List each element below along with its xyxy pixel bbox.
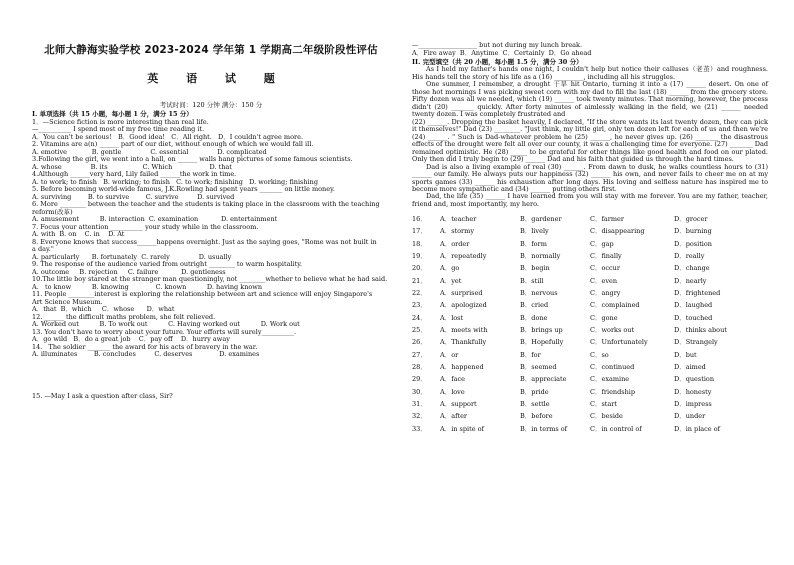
section1-line: 2. Vitamins are a(n) ______ part of our diet, without enough of which we would fall ill. [32,140,314,149]
section1-heading: I. 单项选择（共 15 小题，每小题 1 分，满分 15 分） [32,110,193,119]
option-row [412,362,754,374]
section1-line: A. to work; to finish B. working; to finish C. to work; finishing D. working; finishing [32,177,318,186]
option-row [412,386,754,398]
option-d: D．nearly [674,276,707,285]
passage-paragraph: As I held my father's hands one night, I couldn't help but notice their calluses（老茧）and roughness. His hands tell the story of his life as a (16) _________, including all his struggles. [412,65,768,81]
question-number: 26． [412,338,427,347]
option-d: D．grocer [674,214,708,223]
option-c: C．occur [590,264,620,273]
option-d: D．position [674,239,712,248]
question-number: 18． [412,239,427,248]
question-number: 30． [412,387,427,396]
section1-line: 5. Before becoming world-wide famous, J.K.Rowling had spent years _______ on little money. [32,185,335,194]
passage-paragraph: Dad, the life (35) ______ I have learned from you will stay with me forever. You are my father, teacher, friend and, most importantly, my hero. [412,192,768,208]
option-row [412,337,754,349]
option-b: B．Hopefully [520,338,564,347]
option-d: D．impress [674,399,712,408]
option-d: D．frightened [674,288,721,297]
section1-line: A. to know B. knowing C. known D. having known [32,282,263,291]
cloze-options-table [412,213,754,435]
option-a: A．or [440,350,459,359]
option-b: B．cried [520,301,549,310]
passage-paragraph: One summer, I remember, a drought 干旱 hit Ontario, turning it into a (17) ______ desert. On one of those hot mornings I was picking sweet corn with my dad to fill the last (18) ______ from the grocery store. Fifty dozen was all we needed, which (19) ______ took twenty minutes. That morning, however, the process didn't (20) _______ quickly. After forty minutes of aimlessly walking in the field, we (21) ______ needed twenty dozen. I was completely frustrated and [412,80,768,119]
option-a: A．yet [440,276,462,285]
question-number: 21． [412,276,427,285]
question-number: 20． [412,264,427,273]
option-row [412,263,754,275]
option-b: B．seemed [520,362,557,371]
section1-line: A. outcome B. rejection C. failure D. gentleness [32,267,226,276]
option-a: A．face [440,375,465,384]
section1-line: A. with B. on C. in D. At [32,230,125,239]
option-d: D．in place of [674,424,721,433]
option-row [412,423,754,435]
subject-title: 英 语 试 题 [147,72,287,86]
section1-line: reform(改革) [32,207,73,216]
option-row [412,374,754,386]
section1-line: 6. More ________ between the teacher and the students is taking place in the classroom with the teaching [32,200,380,209]
option-row [412,349,754,361]
option-b: B．for [520,350,541,359]
option-a: A．teacher [440,214,477,223]
option-a: A．order [440,239,470,248]
exam-title: 北师大静海实验学校 2023-2024 学年第 1 学期高二年级阶段性评估 [44,44,378,56]
option-c: C．finally [590,251,622,260]
option-b: B．brings up [520,325,563,334]
section1-line: —__________ I spend most of my free time reading it. [32,125,205,134]
q15-reply-line: —__________________ but not during my lunch break. [412,41,583,49]
option-row [412,250,754,262]
option-row [412,312,754,324]
section1-line: A. surviving B. to survive C. survive D. survived [32,192,235,201]
option-c: C．angry [590,288,621,297]
question-number: 23． [412,301,427,310]
option-row [412,213,754,225]
section1-line: Art Science Museum. [32,297,103,306]
option-b: B．in terms of [520,424,568,433]
option-c: C．farmer [590,214,624,223]
option-a: A．lost [440,313,464,322]
section2-passage [412,66,768,208]
section1-line: 10.The little boy stared at the stranger man questioningly, not ________whether to believe what he had said. [32,275,388,284]
section1-line: A．go wild B．do a great job C．pay off D．hurry away [32,335,230,344]
option-d: D．laughed [674,301,713,310]
question-number: 25． [412,325,427,334]
option-a: A．repeatedly [440,251,487,260]
section1-line: 14. The soldier _______ the award for his acts of bravery in the war. [32,342,258,351]
option-row [412,399,754,411]
passage-paragraph: Dad is also a living example of real (30) ______. From dawn to dusk, he walks countless hours to (31) ______ our family. He always puts our happiness (32) ______ his own, and never fails to cheer me on at my sports games (33) ______ his exhaustion after long days. His loving and selfless nature has inspired me to become more sympathetic and (34) ______ putting others first. [412,162,768,193]
option-b: B．normally [520,251,561,260]
question-number: 33． [412,424,427,433]
option-c: C．even [590,276,618,285]
option-row [412,287,754,299]
option-row [412,324,754,336]
option-row [412,275,754,287]
option-c: C．disappearing [590,227,645,236]
section1-line: A. whose B. its C. Which D. that [32,162,232,171]
option-c: C．friendship [590,387,636,396]
question-number: 31． [412,399,427,408]
option-row [412,300,754,312]
section2-heading: II. 完型填空（共 20 小题，每小题 1.5 分，满分 30 分） [412,58,583,66]
section1-line: 11. People ________interest is exploring the relationship between art and science will enjoy Singapore's [32,290,373,299]
section1-line: 12. ______ the difficult maths problem, she felt relieved. [32,312,216,321]
option-a: A．surprised [440,288,483,297]
option-a: A．support [440,399,477,408]
option-d: D．really [674,251,705,260]
option-c: C．so [590,350,609,359]
question-number: 19． [412,251,427,260]
option-b: B．pride [520,387,549,396]
option-d: D．burning [674,227,712,236]
option-c: C．in control of [590,424,642,433]
section1-questions [32,119,390,359]
option-d: D．honesty [674,387,712,396]
option-d: D．question [674,375,715,384]
option-c: C．Unfortunately [590,338,648,347]
option-a: A．meets with [440,325,488,334]
option-row [412,238,754,250]
option-c: C．complained [590,301,640,310]
section1-line: a day." [32,245,54,254]
option-row [412,411,754,423]
exam-info: 考试时间：120 分钟 满分：150 分 [159,100,263,109]
option-b: B．appreciate [520,375,567,384]
section1-line: A．that B．which C．whose D．what [32,305,175,314]
option-d: D．Strangely [674,338,718,347]
option-b: B．done [520,313,548,322]
option-c: C．examine [590,375,630,384]
section1-line: A. emotive B. gentle C. essential D. complicated [32,147,267,156]
section1-line: 13. You don't have to worry about your future. Your efforts will surely__________. [32,327,297,336]
option-c: C．gone [590,313,618,322]
right-column [412,0,768,436]
option-d: D．under [674,412,706,421]
section1-line: 8. Everyone knows that success______happens overnight. Just as the saying goes, "Rome was not built in [32,237,377,246]
option-b: B．before [520,412,553,421]
option-a: A．apologized [440,301,487,310]
left-column [32,0,390,400]
section1-line: A. amusement B. interaction C. examination D. entertainment [32,215,278,224]
question-number: 27． [412,350,427,359]
section1-line: A. particularly B. fortunately C. rarely D. usually [32,252,232,261]
question-number: 16． [412,214,427,223]
option-b: B．lively [520,227,549,236]
option-c: C．continued [590,362,635,371]
question-number: 17． [412,227,427,236]
section1-line: 4.Although ______very hard, Lily failed ______the work in time. [32,170,237,179]
question-number: 22． [412,288,427,297]
option-row [412,226,754,238]
section1-line: A. illuminates B. concludes C. deserves D. examines [32,350,260,359]
option-c: C．beside [590,412,623,421]
option-a: A．happened [440,362,484,371]
option-b: B．settle [520,399,550,408]
question-15: 15. —May I ask a question after class, Sir? [32,391,173,400]
option-d: D．touched [674,313,713,322]
section1-line: 7. Focus your attention __________ your study while in the classroom. [32,222,259,231]
option-d: D．but [674,350,697,359]
question-number: 29． [412,375,427,384]
section1-line: A. Worked out B. To work out C. Having worked out D. Work out [32,320,300,329]
option-a: A．in spite of [440,424,484,433]
option-d: D．change [674,264,710,273]
option-c: C．gap [590,239,614,248]
option-c: C．start [590,399,618,408]
section1-line: A．You can't be serious! B．Good idea! C．All right. D．I couldn't agree more. [32,132,304,141]
option-a: A．go [440,264,460,273]
q15-options: A．Fire away B．Anytime C．Certainly D．Go ahead [412,48,592,57]
option-a: A．stormy [440,227,474,236]
option-b: B．gardener [520,214,562,223]
option-b: B．still [520,276,544,285]
option-b: B．form [520,239,547,248]
option-b: B．begin [520,264,550,273]
option-d: D．aimed [674,362,706,371]
question-number: 32． [412,412,427,421]
question-number: 24． [412,313,427,322]
question-number: 28． [412,362,427,371]
passage-paragraph: (22) ______. Dropping the basket heavily, I declared, "If the store wants its last twenty dozen, they can pick it themselves!" Dad (23) ________. "Just think, my little girl, only ten dozen left for each of us and then we're (24) ______. " Such is Dad-whatever problem he (25) ______, he never gives up. (26) _______ the disastrous effects of the drought were felt all over our county, it was a challenging time for everyone. (27) _______ Dad remained optimistic. He (28) _____ to be grateful for other things like good health and food on our plated. Only then did I truly begin to (29) ______ Dad and his faith that guided us through the hard times. [412,117,768,164]
section1-line: 1．—Science fiction is more interesting than real life. [32,117,209,126]
option-c: C．works out [590,325,635,334]
section1-line: 9. The response of the audience varied from outright ________ to warm hospitality. [32,260,303,269]
option-a: A．love [440,387,465,396]
option-b: B．nervous [520,288,558,297]
section1-line: 3.Following the girl, we went into a hall, on ______ walls hang pictures of some famous scientists. [32,155,353,164]
option-a: A．after [440,412,468,421]
option-a: A．Thankfully [440,338,487,347]
option-d: D．thinks about [674,325,727,334]
